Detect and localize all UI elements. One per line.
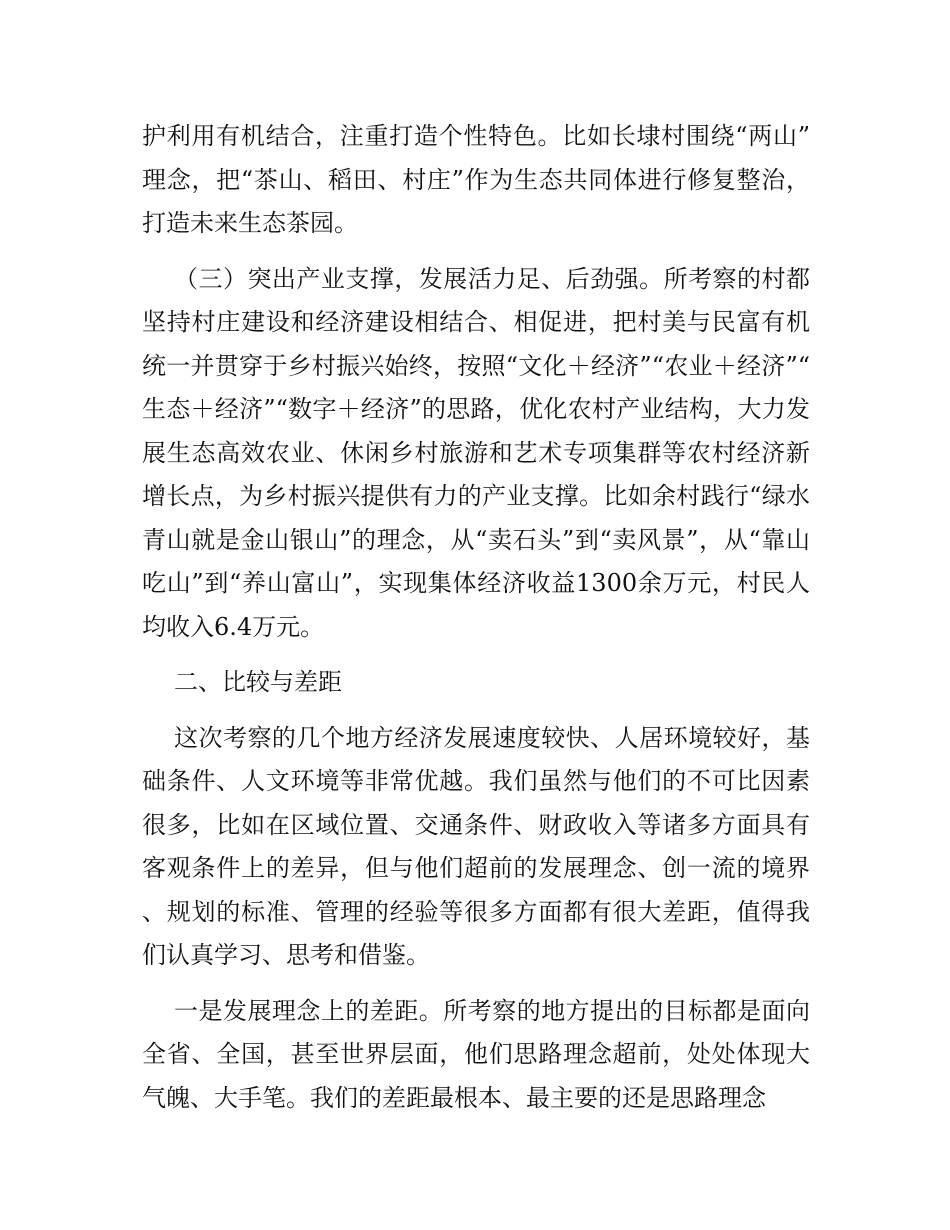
paragraph-comparison-intro: 这次考察的几个地方经济发展速度较快、人居环境较好，基础条件、人文环境等非常优越。我们虽然与他们的不可比因素很多，比如在区域位置、交通条件、财政收入等诸多方面具有客观条件上的差异，但与他们超前的发展理念、创一流的境界、规划的标准、管理的经验等很多方面都有很大差距，值得我们认真学习、思考和借鉴。: [142, 723, 810, 969]
section-heading-comparison: 二、比较与差距: [174, 668, 342, 696]
paragraph-concept-gap: 一是发展理念上的差距。所考察的地方提出的目标都是面向全省、全国，甚至世界层面，他们思路理念超前，处处体现大气魄、大手笔。我们的差距最根本、最主要的还是思路理念: [142, 996, 810, 1112]
document-body: [142, 115, 810, 1132]
paragraph-continuation: 护利用有机结合，注重打造个性特色。比如长埭村围绕“两山”理念，把“茶山、稻田、村庄”作为生态共同体进行修复整治，打造未来生态茶园。: [142, 122, 810, 237]
paragraph-industry-support: （三）突出产业支撑，发展活力足、后劲强。所考察的村都坚持村庄建设和经济建设相结合、相促进，把村美与民富有机统一并贯穿于乡村振兴始终，按照“文化＋经济”“农业＋经济”“生态＋经济”“数字＋经济”的思路，优化农村产业结构，大力发展生态高效农业、休闲乡村旅游和艺术专项集群等农村经济新增长点，为乡村振兴提供有力的产业支撑。比如余村践行“绿水青山就是金山银山”的理念，从“卖石头”到“卖风景”，从“靠山吃山”到“养山富山”，实现集体经济收益1300余万元，村民人均收入6.4万元。: [142, 264, 810, 641]
